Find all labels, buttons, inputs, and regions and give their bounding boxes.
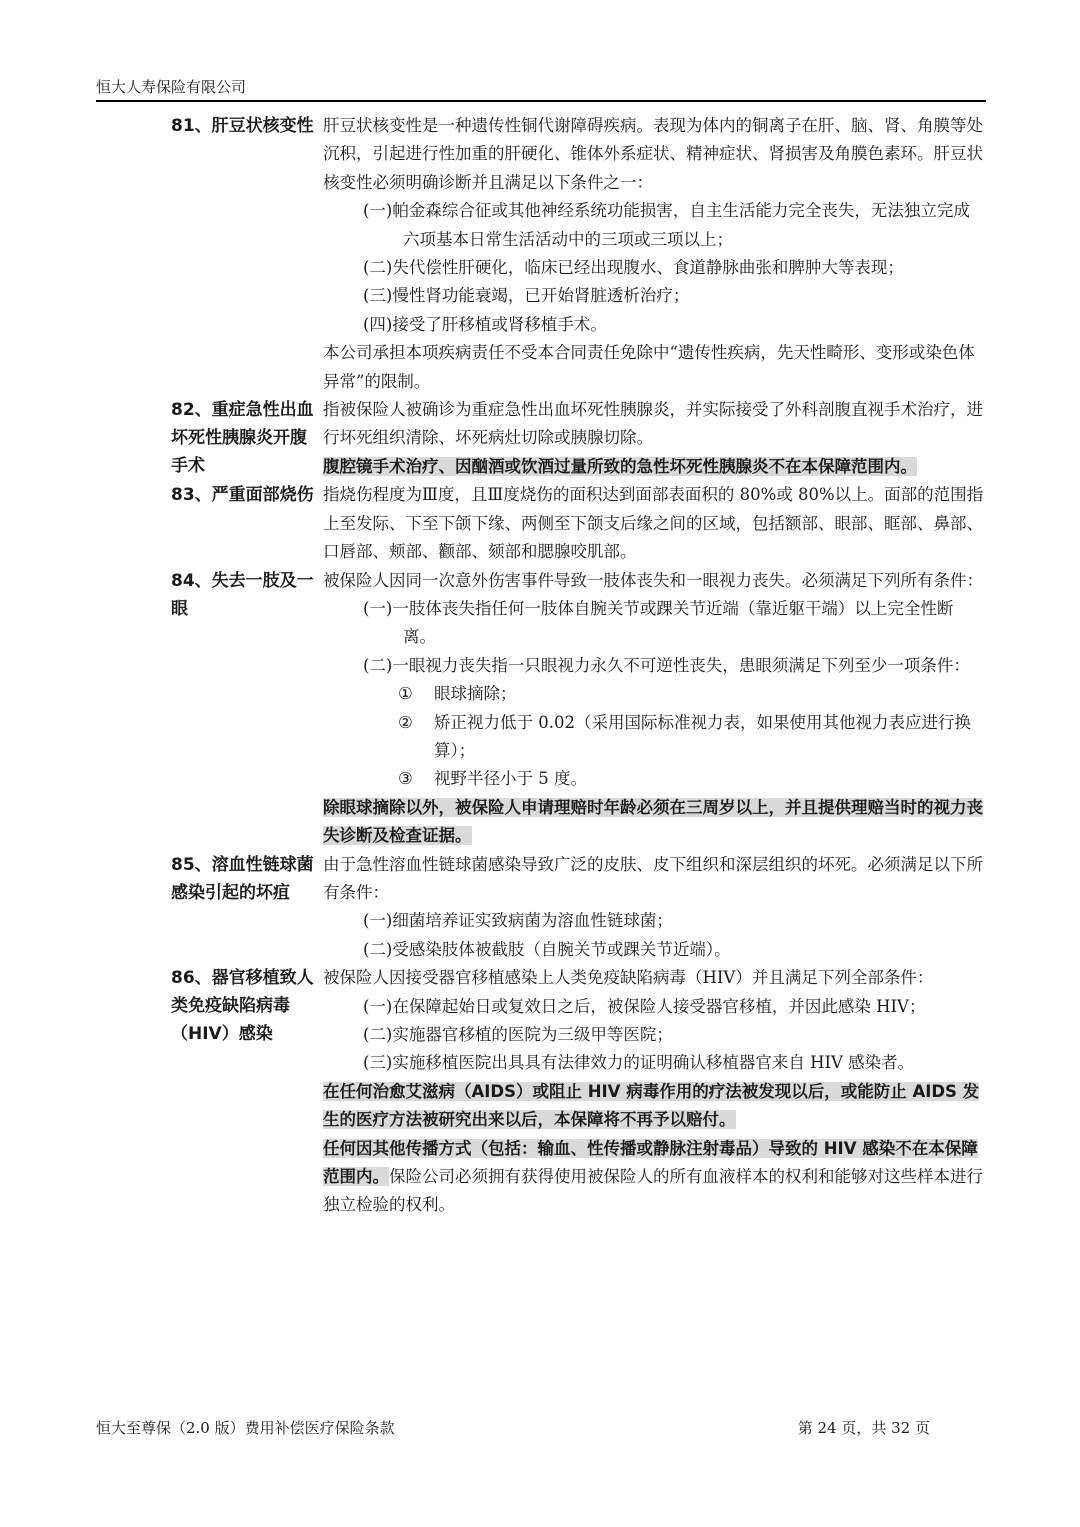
highlighted-exclusion: 在任何治愈艾滋病（AIDS）或阻止 HIV 病毒作用的疗法被发现以后，或能防止 AIDS 发生的医疗方法被研究出来以后，本保障将不再予以赔付。 xyxy=(323,1081,980,1130)
sub-condition: (三)慢性肾功能衰竭，已开始肾脏透析治疗； xyxy=(363,286,690,306)
clause-definition xyxy=(323,112,986,396)
circled-number: ③ xyxy=(398,769,413,789)
sub-condition: (一)在保障起始日或复效日之后，被保险人接受器官移植，并因此感染 HIV； xyxy=(363,996,926,1016)
clause-item xyxy=(96,481,986,566)
paragraph: 指被保险人被确诊为重症急性出血坏死性胰腺炎，并实际接受了外科剖腹直视手术治疗，进行坏死组织清除、坏死病灶切除或胰腺切除。 xyxy=(323,400,983,448)
paragraph-tail: 保险公司必须拥有获得使用被保险人的所有血液样本的权利和能够对这些样本进行独立检验的权利。 xyxy=(323,1167,983,1215)
sub-condition: (二)受感染肢体被截肢（自腕关节或踝关节近端）。 xyxy=(363,939,731,959)
paragraph: 本公司承担本项疾病责任不受本合同责任免除中“遗传性疾病，先天性畸形、变形或染色体异常”的限制。 xyxy=(323,343,975,391)
clause-item xyxy=(96,567,986,851)
clause-definition xyxy=(323,851,986,965)
circled-number: ② xyxy=(398,712,413,732)
clause-term: 83、严重面部烧伤 xyxy=(171,485,314,506)
clause-item xyxy=(96,964,986,1220)
clause-term: 85、溶血性链球菌感染引起的坏疽 xyxy=(171,854,314,903)
paragraph: 被保险人因同一次意外伤害事件导致一肢体丧失和一眼视力丧失。必须满足下列所有条件： xyxy=(323,570,983,590)
sub-condition: (二)实施器官移植的医院为三级甲等医院； xyxy=(363,1025,673,1044)
highlighted-exclusion: 除眼球摘除以外，被保险人申请理赔时年龄必须在三周岁以上，并且提供理赔当时的视力丧失诊断及检查证据。 xyxy=(323,797,983,846)
paragraph: 由于急性溶血性链球菌感染导致广泛的皮肤、皮下组织和深层组织的坏死。必须满足以下所有条件： xyxy=(323,854,983,902)
sub-condition: (一)细菌培养证实致病菌为溶血性链球菌； xyxy=(363,911,673,931)
highlighted-exclusion: 任何因其他传播方式（包括：输血、性传播或静脉注射毒品）导致的 HIV 感染不在本保障范围内。 xyxy=(323,1138,978,1187)
page-number: 第 24 页，共 32 页 xyxy=(797,1419,930,1437)
sub-condition: (二)失代偿性肝硬化，临床已经出现腹水、食道静脉曲张和脾肿大等表现； xyxy=(363,258,904,278)
sub-condition: (一)帕金森综合征或其他神经系统功能损害，自主生活能力完全丧失，无法独立完成六项基本日常生活活动中的三项或三项以上； xyxy=(363,201,970,249)
exclusion-paragraph xyxy=(323,453,986,481)
clause-item xyxy=(96,396,986,481)
clause-term: 84、失去一肢及一眼 xyxy=(171,570,314,619)
clause-list xyxy=(96,112,986,1220)
condition-text: 矫正视力低于 0.02（采用国际标准视力表，如果使用其他视力表应进行换算）； xyxy=(434,712,971,760)
circled-number: ① xyxy=(398,684,413,704)
sub-condition: (三)实施移植医院出具具有法律效力的证明确认移植器官来自 HIV 感染者。 xyxy=(363,1053,915,1073)
clause-item xyxy=(96,851,986,965)
clause-term: 82、重症急性出血坏死性胰腺炎开腹手术 xyxy=(171,400,314,477)
paragraph: 被保险人因接受器官移植感染上人类免疫缺陷病毒（HIV）并且满足下列全部条件： xyxy=(323,968,934,988)
exclusion-paragraph xyxy=(323,794,986,851)
header-divider xyxy=(96,100,986,102)
numbered-condition xyxy=(323,709,986,766)
sub-condition: (一)一肢体丧失指任何一肢体自腕关节或踝关节近端（靠近躯干端）以上完全性断离。 xyxy=(363,598,954,647)
highlighted-exclusion: 腹腔镜手术治疗、因酗酒或饮酒过量所致的急性坏死性胰腺炎不在本保障范围内。 xyxy=(323,456,917,476)
sub-condition: (四)接受了肝移植或肾移植手术。 xyxy=(363,314,607,334)
numbered-condition xyxy=(323,680,986,708)
exclusion-paragraph xyxy=(323,1135,986,1220)
page-header: 恒大人寿保险有限公司 xyxy=(96,78,247,96)
numbered-condition xyxy=(323,765,986,793)
paragraph: 肝豆状核变性是一种遗传性铜代谢障碍疾病。表现为体内的铜离子在肝、脑、肾、角膜等处沉积，引起进行性加重的肝硬化、锥体外系症状、精神症状、肾损害及角膜色素环。肝豆状核变性必须明确诊断并且满足以下条件之一： xyxy=(323,116,983,192)
exclusion-paragraph xyxy=(323,1078,986,1135)
clause-definition xyxy=(323,481,986,566)
sub-condition: (二)一眼视力丧失指一只眼视力永久不可逆性丧失，患眼须满足下列至少一项条件： xyxy=(363,655,970,675)
clause-term: 81、肝豆状核变性 xyxy=(171,116,314,136)
clause-term: 86、器官移植致人类免疫缺陷病毒（HIV）感染 xyxy=(171,968,314,1045)
paragraph: 指烧伤程度为Ⅲ度，且Ⅲ度烧伤的面积达到面部表面积的 80%或 80%以上。面部的范围指上至发际、下至下颌下缘、两侧至下颌支后缘之间的区域，包括额部、眼部、眶部、鼻部、口唇部、颊部、颧部、颏部和腮腺咬肌部。 xyxy=(323,485,984,562)
clause-definition xyxy=(323,964,986,1220)
footer-title: 恒大至尊保（2.0 版）费用补偿医疗保险条款 xyxy=(96,1419,395,1437)
clause-definition xyxy=(323,567,986,851)
clause-item xyxy=(96,112,986,396)
clause-definition xyxy=(323,396,986,481)
condition-text: 视野半径小于 5 度。 xyxy=(434,769,587,789)
condition-text: 眼球摘除； xyxy=(434,684,517,704)
